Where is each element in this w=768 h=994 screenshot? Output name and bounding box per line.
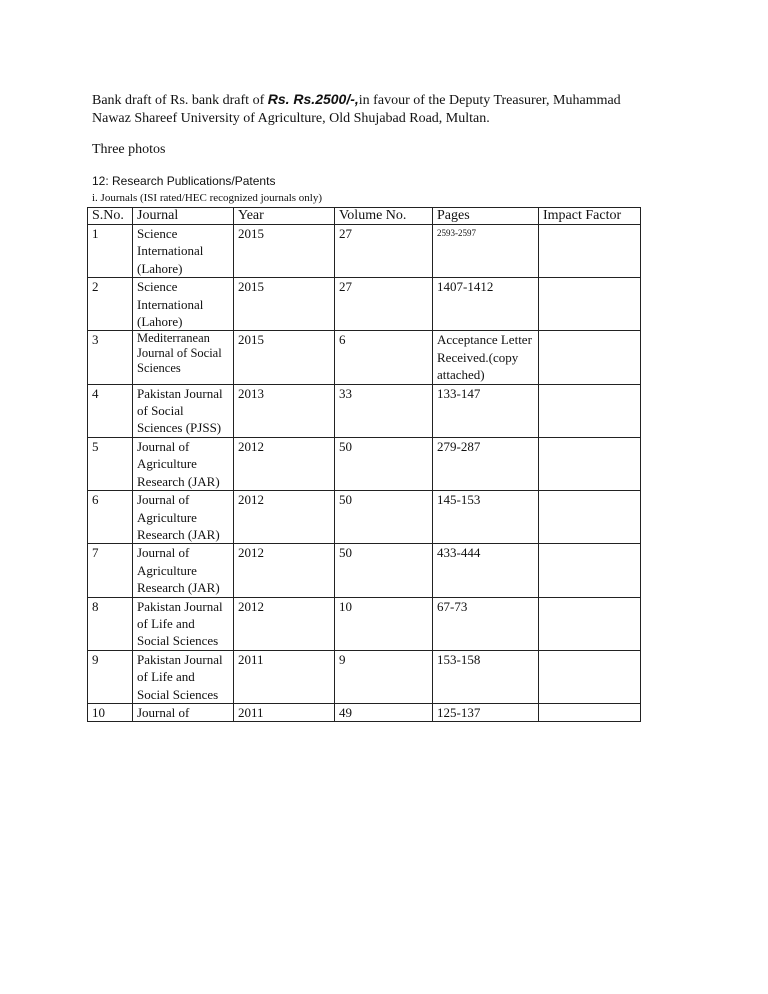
cell-impact-factor [539,650,641,703]
header-impact-factor: Impact Factor [539,208,641,225]
table-row [88,544,641,597]
cell-volume: 50 [335,437,433,490]
cell-year: 2015 [234,331,335,384]
bank-draft-amount: Rs. Rs.2500/-, [267,91,359,107]
cell-journal: Journal of [133,703,234,721]
cell-sno: 4 [88,384,133,437]
header-year: Year [234,208,335,225]
cell-year: 2015 [234,278,335,331]
table-row [88,278,641,331]
cell-volume: 33 [335,384,433,437]
cell-year: 2012 [234,491,335,544]
table-row [88,437,641,490]
bank-draft-suffix: in favour of the Deputy Treasurer, Muhammad Nawaz Shareef University of Agriculture, Old Shujabad Road, Multan. [92,93,621,126]
table-row [88,597,641,650]
header-sno: S.No. [88,208,133,225]
cell-volume: 27 [335,278,433,331]
cell-sno: 10 [88,703,133,721]
cell-year: 2012 [234,544,335,597]
cell-pages: 2593-2597 [433,225,539,278]
cell-impact-factor [539,437,641,490]
cell-volume: 6 [335,331,433,384]
table-row [88,384,641,437]
section-heading: 12: Research Publications/Patents [92,174,276,188]
cell-sno: 3 [88,331,133,384]
cell-journal: Pakistan Journal of Life and Social Sciences [133,650,234,703]
cell-year: 2011 [234,650,335,703]
table-header-row [88,208,641,225]
cell-impact-factor [539,278,641,331]
cell-impact-factor [539,703,641,721]
cell-journal: Mediterranean Journal of Social Sciences [133,331,234,384]
cell-year: 2012 [234,437,335,490]
table-row [88,225,641,278]
cell-pages: Acceptance Letter Received.(copy attached) [433,331,539,384]
cell-sno: 2 [88,278,133,331]
header-journal: Journal [133,208,234,225]
cell-impact-factor [539,384,641,437]
cell-sno: 6 [88,491,133,544]
cell-impact-factor [539,491,641,544]
cell-sno: 9 [88,650,133,703]
table-row [88,331,641,384]
cell-year: 2015 [234,225,335,278]
header-volume: Volume No. [335,208,433,225]
header-pages: Pages [433,208,539,225]
cell-volume: 10 [335,597,433,650]
cell-impact-factor [539,225,641,278]
cell-impact-factor [539,597,641,650]
photos-line: Three photos [92,142,166,157]
cell-impact-factor [539,544,641,597]
bank-draft-prefix: Bank draft of Rs. bank draft of [92,93,268,108]
cell-sno: 7 [88,544,133,597]
cell-pages: 133-147 [433,384,539,437]
cell-volume: 9 [335,650,433,703]
cell-sno: 1 [88,225,133,278]
cell-journal: Science International (Lahore) [133,225,234,278]
publications-table [87,207,641,722]
cell-volume: 49 [335,703,433,721]
cell-pages: 433-444 [433,544,539,597]
cell-year: 2013 [234,384,335,437]
cell-volume: 27 [335,225,433,278]
journals-subheading: i. Journals (ISI rated/HEC recognized journals only) [92,192,323,204]
bank-draft-paragraph [92,90,652,128]
cell-volume: 50 [335,544,433,597]
cell-pages: 125-137 [433,703,539,721]
cell-impact-factor [539,331,641,384]
table-row [88,650,641,703]
table-row [88,703,641,721]
cell-volume: 50 [335,491,433,544]
cell-pages: 153-158 [433,650,539,703]
cell-journal: Pakistan Journal of Social Sciences (PJSS) [133,384,234,437]
cell-journal: Journal of Agriculture Research (JAR) [133,437,234,490]
cell-pages: 67-73 [433,597,539,650]
cell-journal: Pakistan Journal of Life and Social Sciences [133,597,234,650]
cell-journal: Journal of Agriculture Research (JAR) [133,491,234,544]
cell-sno: 8 [88,597,133,650]
cell-journal: Science International (Lahore) [133,278,234,331]
cell-year: 2011 [234,703,335,721]
table-row [88,491,641,544]
cell-year: 2012 [234,597,335,650]
cell-pages: 1407-1412 [433,278,539,331]
cell-pages: 145-153 [433,491,539,544]
cell-pages: 279-287 [433,437,539,490]
cell-sno: 5 [88,437,133,490]
cell-journal: Journal of Agriculture Research (JAR) [133,544,234,597]
